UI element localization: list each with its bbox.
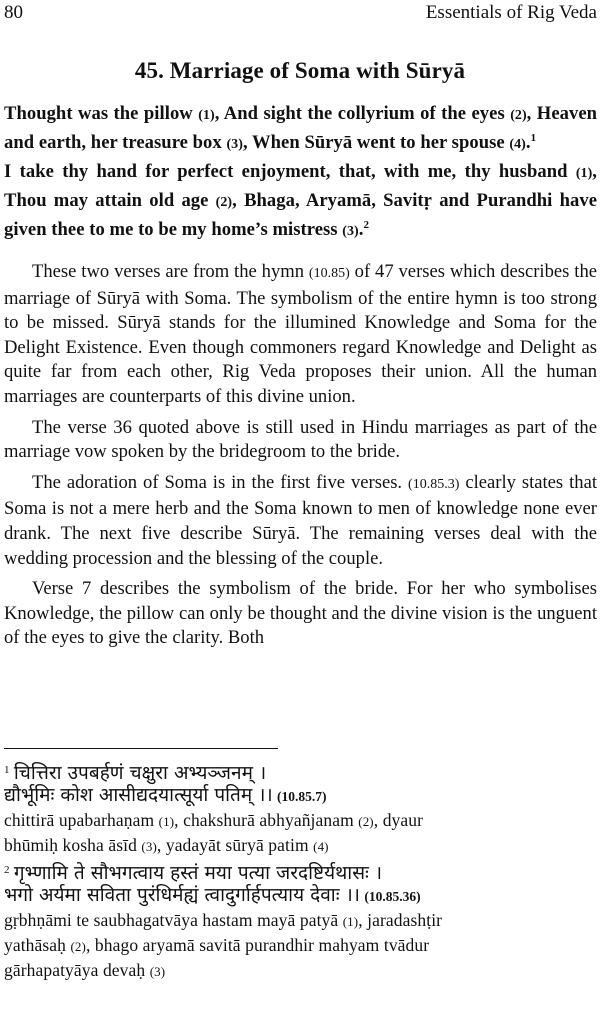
verse-translation-block (4, 100, 597, 245)
book-title: Essentials of Rig Veda (425, 2, 597, 23)
footnote-1-sanskrit-line-2: द्यौर्भूमिः कोश आसीद्यदयात्सूर्या पतिम् ।। (10.85.7) (4, 784, 327, 806)
body-text (4, 260, 597, 657)
paragraph: Verse 7 describes the symbolism of the bride. For her who symbolises Knowledge, the pillow can only be thought and the divine vision is the unguent of the eyes to give the clarity. Both (4, 578, 597, 649)
chapter-title: 45. Marriage of Soma with Sūryā (134, 58, 466, 83)
paragraph: The adoration of Soma is in the first five verses. (10.85.3) clearly states that Soma is not a mere herb and the Soma known to men of knowledge none ever drank. The next five describe Sūryā. The remaining verses deal with the wedding procession and the blessing of the couple. (4, 471, 597, 569)
paragraph: The verse 36 quoted above is still used in Hindu marriages as part of the marriage vow spoken by the bridegroom to the bride. (4, 416, 597, 463)
footnote-divider (4, 748, 278, 749)
verse-7-translation: Thought was the pillow (1), And sight the collyrium of the eyes (2), Heaven and earth, her treasure box (3), When Sūryā went to her spouse (4).$^1$ (4, 103, 598, 153)
page-number: 80 (4, 2, 23, 23)
footnote-2-transliteration-line-2: yathāsaḥ (2), bhago aryamā savitā purandhir mahyam tvādur (4, 935, 430, 955)
footnote-1-transliteration-line-2: bhūmiḥ kosha āsīd (3), yadayāt sūryā patim (4) (4, 835, 329, 855)
footnote-marker-1: 1 (530, 132, 537, 144)
footnote-2-transliteration-line-3: gārhapatyāya devaḥ (3) (4, 960, 166, 980)
footnotes (4, 758, 597, 983)
footnote-2-sanskrit-line-1: $^2$ गृभ्णामि ते सौभगत्वाय हस्तं मया पत्या जरदष्टिर्यथासः । (4, 862, 383, 884)
footnote-2-sanskrit-line-2: भगो अर्यमा सविता पुरंधिर्मह्यं त्वादुर्गार्हपत्याय देवाः ।। (10.85.36) (4, 884, 421, 906)
footnote-1-sanskrit-line-1: $^1$ चित्तिरा उपबर्हणं चक्षुरा अभ्यञ्जनम् । (4, 762, 267, 784)
running-header (4, 2, 597, 28)
paragraph: These two verses are from the hymn (10.85) of 47 verses which describes the marriage of Sūryā with Soma. The symbolism of the entire hymn is too strong to be missed. Sūryā stands for the illumined Knowledge and Soma for the Delight Existence. Even though commoners regard Knowledge and Delight as quite far from each other, Rig Veda proposes their union. All the human marriages are counterparts of this divine union. (4, 261, 597, 407)
footnote-marker-2: 2 (363, 219, 370, 231)
footnote-2-transliteration-line-1: gṛbhṇāmi te saubhagatvāya hastam mayā patyā (1), jaradashṭir (4, 910, 443, 930)
verse-36-translation: I take thy hand for perfect enjoyment, that, with me, thy husband (1), Thou may attain old age (2), Bhaga, Aryamā, Savitṛ and Purandhi have given thee to me to be my home’s mistress (3).$^2$ (4, 161, 598, 240)
footnote-1-transliteration-line-1: chittirā upabarhaṇam (1), chakshurā abhyañjanam (2), dyaur (4, 810, 424, 830)
